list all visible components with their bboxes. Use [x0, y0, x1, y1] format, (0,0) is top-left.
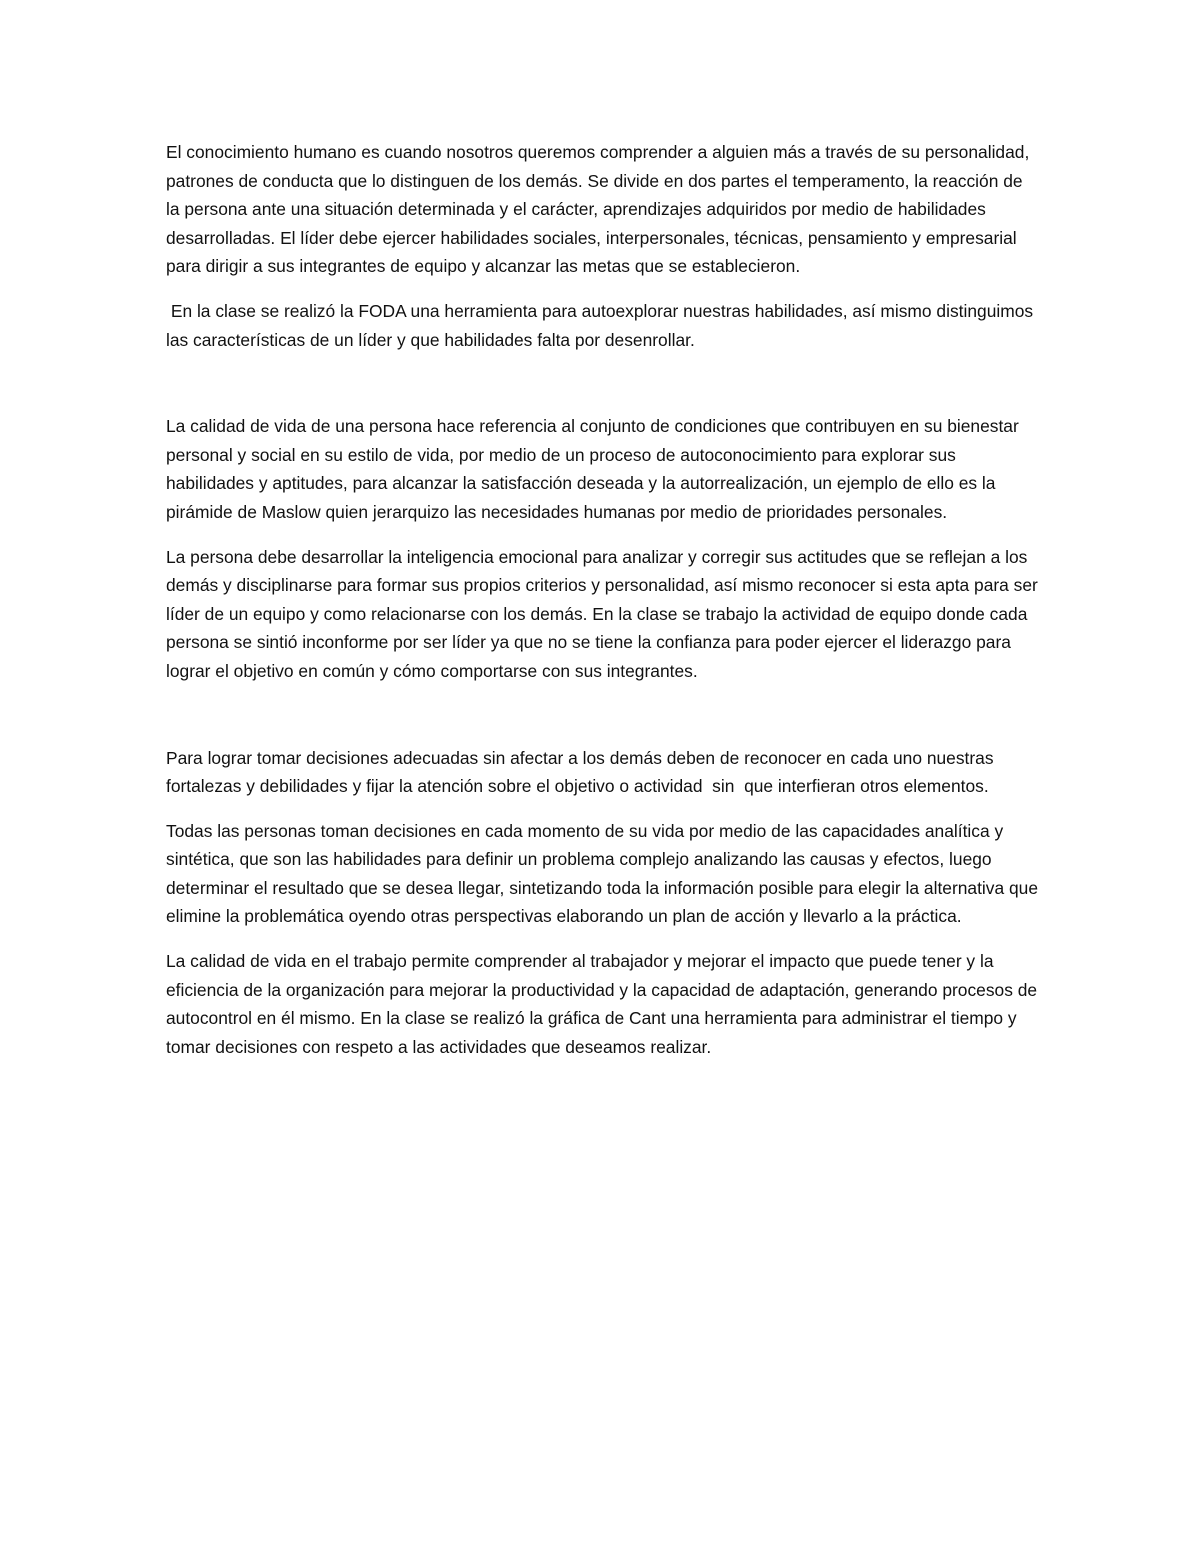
paragraph-calidad-trabajo: La calidad de vida en el trabajo permite comprender al trabajador y mejorar el impacto que puede tener y la eficiencia de la organización para mejorar la productividad y la capacidad de adaptación, generando procesos de autocontrol en él mismo. En la clase se realizó la gráfica de Cant una herramienta para administrar el tiempo y tomar decisiones con respeto a las actividades que deseamos realizar.	[166, 951, 1038, 1057]
paragraph-spacer	[166, 527, 1038, 543]
document-body	[166, 138, 1038, 1061]
paragraph-capacidades: Todas las personas toman decisiones en cada momento de su vida por medio de las capacidades analítica y sintética, que son las habilidades para definir un problema complejo analizando las causas y efectos, luego determinar el resultado que se desea llegar, sintetizando toda la información posible para elegir la alternativa que elimine la problemática oyendo otras perspectivas elaborando un plan de acción y llevarlo a la práctica.	[166, 820, 1039, 927]
paragraph-conocimiento-humano: El conocimiento humano es cuando nosotros queremos comprender a alguien más a través de su personalidad, patrones de conducta que lo distinguen de los demás. Se divide en dos partes el temperamento, la reacción de la persona ante una situación determinada y el carácter, aprendizajes adquiridos por medio de habilidades desarrolladas. El líder debe ejercer habilidades sociales, interpersonales, técnicas, pensamiento y empresarial para dirigir a sus integrantes de equipo y alcanzar las metas que se establecieron.	[166, 142, 1030, 277]
paragraph-spacer	[166, 931, 1038, 947]
section-spacer	[166, 686, 1038, 744]
paragraph-tomar-decisiones: Para lograr tomar decisiones adecuadas sin afectar a los demás deben de reconocer en cada uno nuestras fortalezas y debilidades y fijar la atención sobre el objetivo o actividad sin que interfieran otros elementos.	[166, 747, 999, 797]
paragraph-inteligencia-emocional: La persona debe desarrollar la inteligencia emocional para analizar y corregir sus actitudes que se reflejan a los demás y disciplinarse para formar sus propios criterios y personalidad, así mismo reconocer si esta apta para ser líder de un equipo y como relacionarse con los demás. En la clase se trabajo la actividad de equipo donde cada persona se sintió inconforme por ser líder ya que no se tiene la confianza para poder ejercer el liderazgo para lograr el objetivo en común y cómo comportarse con sus integrantes.	[166, 546, 1038, 681]
paragraph-spacer	[166, 281, 1038, 297]
paragraph-calidad-de-vida: La calidad de vida de una persona hace referencia al conjunto de condiciones que contribuyen en su bienestar personal y social en su estilo de vida, por medio de un proceso de autoconocimiento para explorar sus habilidades y aptitudes, para alcanzar la satisfacción deseada y la autorrealización, un ejemplo de ello es la pirámide de Maslow quien jerarquizo las necesidades humanas por medio de prioridades personales.	[166, 416, 1019, 522]
paragraph-spacer	[166, 801, 1038, 817]
section-spacer	[166, 354, 1038, 412]
paragraph-foda: En la clase se realizó la FODA una herramienta para autoexplorar nuestras habilidades, así mismo distinguimos las características de un líder y que habilidades falta por desenrollar.	[166, 300, 1038, 350]
